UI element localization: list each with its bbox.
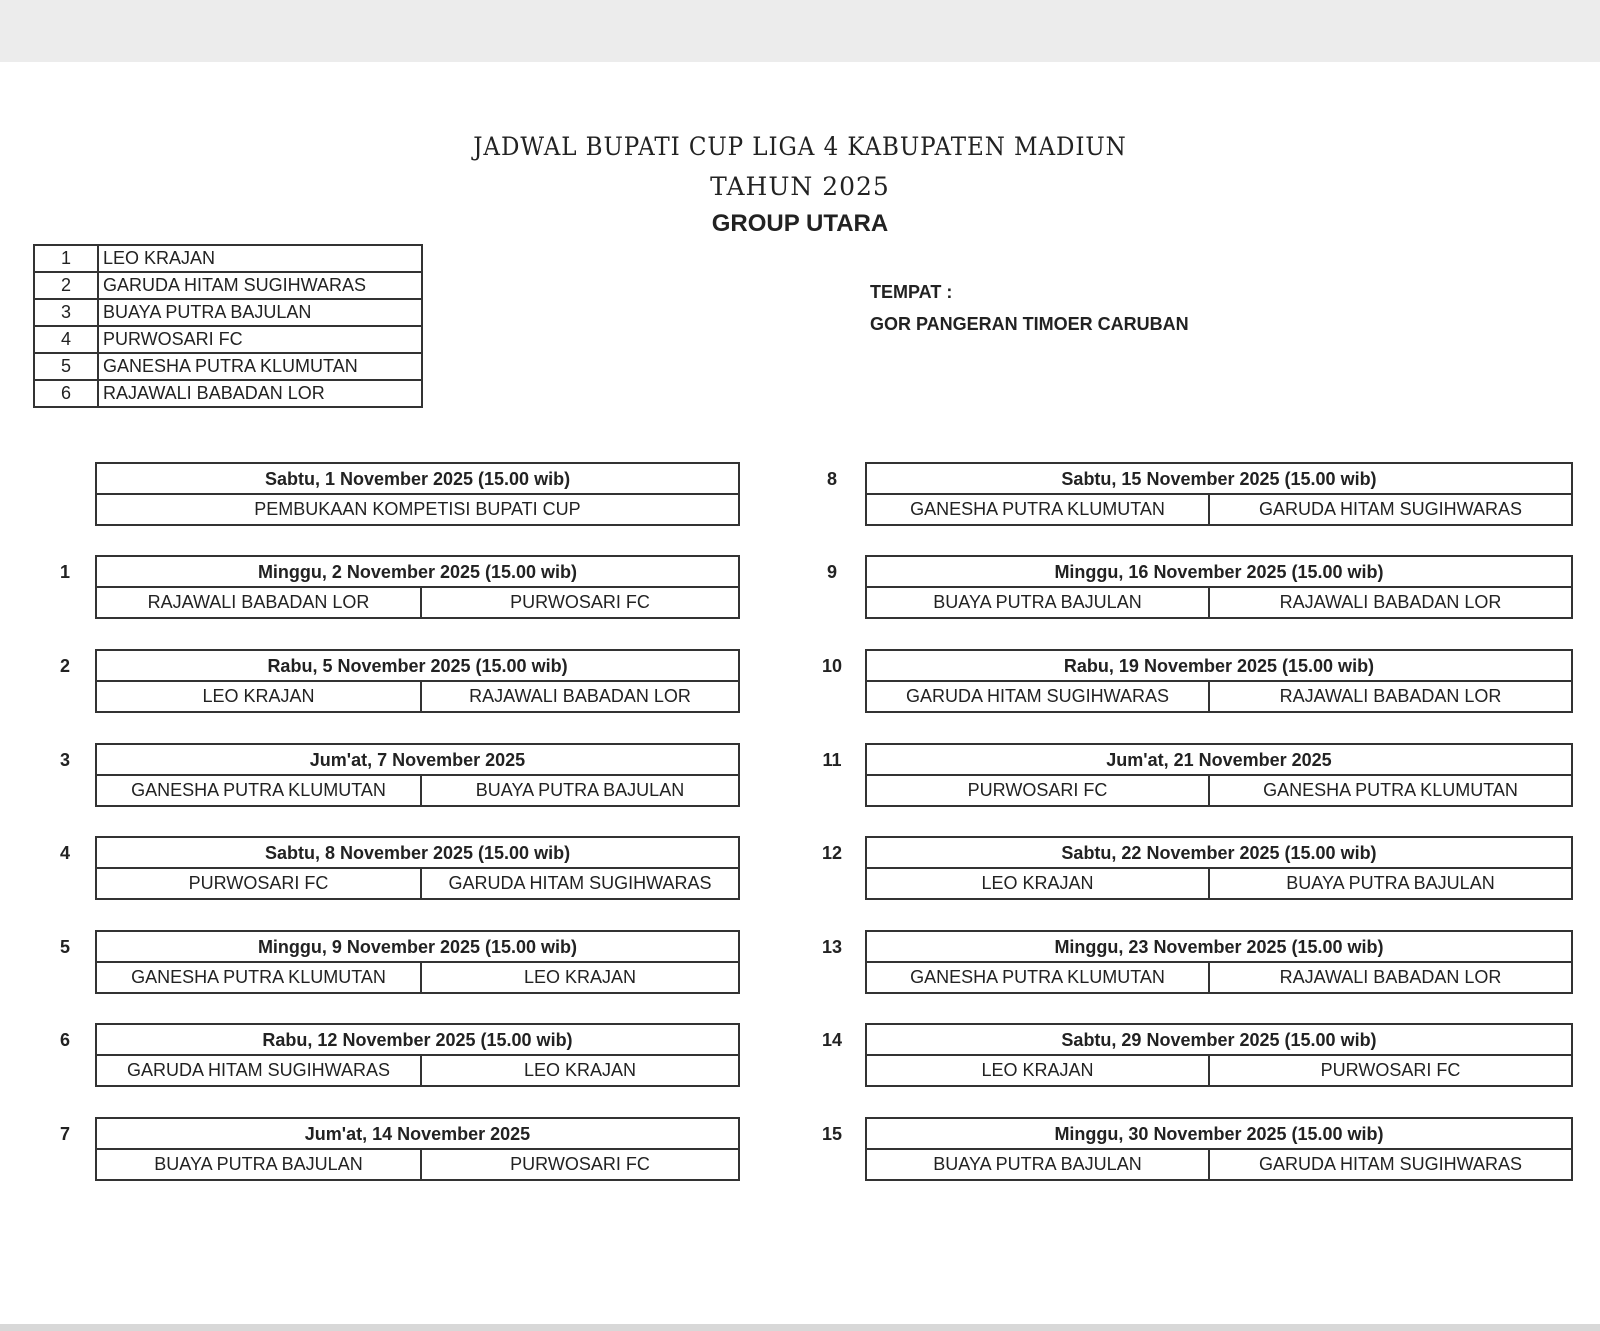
opening-box xyxy=(95,462,740,526)
match-teams-row xyxy=(97,869,738,898)
away-team: LEO KRAJAN xyxy=(523,967,637,987)
match-date: Rabu, 5 November 2025 (15.00 wib) xyxy=(97,651,738,682)
team-name: GARUDA HITAM SUGIHWARAS xyxy=(98,272,422,299)
match-teams-row xyxy=(867,963,1571,992)
match-box xyxy=(865,555,1573,619)
team-row xyxy=(34,380,422,407)
team-name: PURWOSARI FC xyxy=(98,326,422,353)
match-box xyxy=(95,1023,740,1087)
match-box xyxy=(865,743,1573,807)
home-team: GARUDA HITAM SUGIHWARAS xyxy=(867,682,1210,711)
home-team: GANESHA PUTRA KLUMUTAN xyxy=(97,776,422,805)
match-date: Jum'at, 14 November 2025 xyxy=(97,1119,738,1150)
match-number: 11 xyxy=(822,750,842,770)
home-team: BUAYA PUTRA BAJULAN xyxy=(867,588,1210,617)
opening-date: Sabtu, 1 November 2025 (15.00 wib) xyxy=(97,464,738,495)
away-team: RAJAWALI BABADAN LOR xyxy=(1279,967,1502,987)
away-team: PURWOSARI FC xyxy=(1320,1060,1461,1080)
home-team: GANESHA PUTRA KLUMUTAN xyxy=(97,963,422,992)
home-team: GANESHA PUTRA KLUMUTAN xyxy=(867,963,1210,992)
match-box xyxy=(865,649,1573,713)
team-list-table xyxy=(33,244,423,408)
match-box xyxy=(865,462,1573,526)
match-date: Minggu, 30 November 2025 (15.00 wib) xyxy=(867,1119,1571,1150)
match-box xyxy=(95,1117,740,1181)
team-name: GANESHA PUTRA KLUMUTAN xyxy=(98,353,422,380)
opening-event: PEMBUKAAN KOMPETISI BUPATI CUP xyxy=(254,499,581,519)
venue-label: TEMPAT : xyxy=(870,282,953,302)
match-teams-row xyxy=(867,588,1571,617)
team-name: LEO KRAJAN xyxy=(98,245,422,272)
match-number: 9 xyxy=(826,562,837,582)
match-date: Sabtu, 15 November 2025 (15.00 wib) xyxy=(867,464,1571,495)
match-box xyxy=(865,836,1573,900)
match-box xyxy=(95,555,740,619)
match-teams-row xyxy=(97,963,738,992)
match-date: Rabu, 19 November 2025 (15.00 wib) xyxy=(867,651,1571,682)
match-number: 4 xyxy=(59,843,70,863)
match-box xyxy=(95,649,740,713)
match-number: 5 xyxy=(59,937,70,957)
match-teams-row xyxy=(97,588,738,617)
team-number: 4 xyxy=(34,326,98,353)
away-team: RAJAWALI BABADAN LOR xyxy=(1279,592,1502,612)
match-date: Jum'at, 21 November 2025 xyxy=(867,745,1571,776)
match-teams-row xyxy=(867,869,1571,898)
match-number: 3 xyxy=(59,750,70,770)
match-number: 10 xyxy=(821,656,843,676)
match-number: 1 xyxy=(59,562,70,582)
match-date: Sabtu, 22 November 2025 (15.00 wib) xyxy=(867,838,1571,869)
match-date: Minggu, 16 November 2025 (15.00 wib) xyxy=(867,557,1571,588)
home-team: LEO KRAJAN xyxy=(867,1056,1210,1085)
away-team: PURWOSARI FC xyxy=(510,592,650,612)
team-name: BUAYA PUTRA BAJULAN xyxy=(98,299,422,326)
document-title: JADWAL BUPATI CUP LIGA 4 KABUPATEN MADIUN xyxy=(473,132,1127,161)
match-box xyxy=(865,1023,1573,1087)
team-row xyxy=(34,272,422,299)
away-team: GARUDA HITAM SUGIHWARAS xyxy=(1258,1154,1523,1174)
home-team: PURWOSARI FC xyxy=(867,776,1210,805)
bottom-edge xyxy=(0,1324,1600,1331)
match-box xyxy=(95,836,740,900)
home-team: GARUDA HITAM SUGIHWARAS xyxy=(97,1056,422,1085)
match-number: 8 xyxy=(826,469,837,489)
match-date: Rabu, 12 November 2025 (15.00 wib) xyxy=(97,1025,738,1056)
team-number: 3 xyxy=(34,299,98,326)
match-teams-row xyxy=(867,776,1571,805)
away-team: RAJAWALI BABADAN LOR xyxy=(469,686,691,706)
match-teams-row xyxy=(97,682,738,711)
match-teams-row xyxy=(867,495,1571,524)
venue-name: GOR PANGERAN TIMOER CARUBAN xyxy=(870,314,1189,334)
match-number: 7 xyxy=(59,1124,70,1144)
team-row xyxy=(34,326,422,353)
away-team: BUAYA PUTRA BAJULAN xyxy=(475,780,685,800)
match-date: Minggu, 23 November 2025 (15.00 wib) xyxy=(867,932,1571,963)
match-number: 15 xyxy=(821,1124,843,1144)
match-date: Minggu, 2 November 2025 (15.00 wib) xyxy=(97,557,738,588)
match-date: Minggu, 9 November 2025 (15.00 wib) xyxy=(97,932,738,963)
match-box xyxy=(95,743,740,807)
document-year: TAHUN 2025 xyxy=(710,172,890,201)
match-date: Sabtu, 29 November 2025 (15.00 wib) xyxy=(867,1025,1571,1056)
match-date: Sabtu, 8 November 2025 (15.00 wib) xyxy=(97,838,738,869)
team-row xyxy=(34,299,422,326)
match-teams-row xyxy=(97,1056,738,1085)
match-number: 6 xyxy=(59,1030,70,1050)
match-box xyxy=(865,930,1573,994)
match-box xyxy=(865,1117,1573,1181)
match-teams-row xyxy=(97,776,738,805)
team-row xyxy=(34,353,422,380)
match-number: 2 xyxy=(59,656,70,676)
away-team: LEO KRAJAN xyxy=(523,1060,637,1080)
opening-row xyxy=(97,495,738,524)
home-team: LEO KRAJAN xyxy=(867,869,1210,898)
team-name: RAJAWALI BABADAN LOR xyxy=(98,380,422,407)
match-date: Jum'at, 7 November 2025 xyxy=(97,745,738,776)
team-number: 2 xyxy=(34,272,98,299)
away-team: GANESHA PUTRA KLUMUTAN xyxy=(1263,780,1518,800)
match-number: 12 xyxy=(821,843,843,863)
team-number: 6 xyxy=(34,380,98,407)
away-team: GARUDA HITAM SUGIHWARAS xyxy=(448,873,712,893)
match-teams-row xyxy=(97,1150,738,1179)
team-number: 1 xyxy=(34,245,98,272)
match-teams-row xyxy=(867,682,1571,711)
match-teams-row xyxy=(867,1150,1571,1179)
match-box xyxy=(95,930,740,994)
away-team: PURWOSARI FC xyxy=(510,1154,650,1174)
home-team: LEO KRAJAN xyxy=(97,682,422,711)
match-number: 13 xyxy=(821,937,843,957)
away-team: BUAYA PUTRA BAJULAN xyxy=(1286,873,1495,893)
match-teams-row xyxy=(867,1056,1571,1085)
away-team: RAJAWALI BABADAN LOR xyxy=(1279,686,1502,706)
match-number: 14 xyxy=(821,1030,843,1050)
home-team: BUAYA PUTRA BAJULAN xyxy=(867,1150,1210,1179)
group-title: GROUP UTARA xyxy=(711,210,889,237)
team-row xyxy=(34,245,422,272)
home-team: BUAYA PUTRA BAJULAN xyxy=(97,1150,422,1179)
team-number: 5 xyxy=(34,353,98,380)
home-team: RAJAWALI BABADAN LOR xyxy=(97,588,422,617)
home-team: PURWOSARI FC xyxy=(97,869,422,898)
home-team: GANESHA PUTRA KLUMUTAN xyxy=(867,495,1210,524)
away-team: GARUDA HITAM SUGIHWARAS xyxy=(1258,499,1523,519)
